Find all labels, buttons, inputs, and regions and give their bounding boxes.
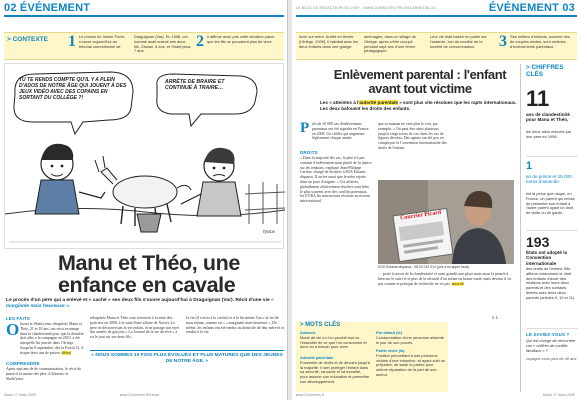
photo-caption: SOS Enfants disparus : 08 20 012 014 (prix d'un appel local). [378, 265, 470, 269]
big-number-1-text: an de prison et 15 000 euros d'amende [526, 174, 572, 185]
left-col3-text: la vie (il a écrit à la crèche) et à la fin mérite l'un « la vie de mon enfant, comme on » « marginale mais heureuse ». De même, les enfants ont été rendus au domicile de leur mère et et rendus à la vie. [186, 316, 284, 335]
big-number-11-text: ans de clandestinité pour Manu et Théo, [526, 112, 570, 123]
speech-bubble-right: ARRÊTE DE BRAIRE ET CONTINUE À TRAIRE… [165, 79, 225, 92]
left-col1-text [20, 322, 84, 356]
right-body4-highlight: autorité [451, 281, 464, 286]
article-signature: S. L. [492, 316, 500, 320]
left-page [0, 0, 288, 400]
right-footer-date: Mardi 17 mars 2009 [543, 393, 575, 397]
pull-quote-box [90, 350, 284, 365]
context-text-3: Il affirme avoir pris cette décision parce que les fils ne pouvaient plus de vivre [207, 34, 275, 44]
newspaper-title: Courrier Picard [399, 209, 442, 222]
mots-cles-label: > MOTS CLÉS [300, 322, 341, 328]
left-footer-url: www.20minutes.fr/france [120, 393, 160, 397]
left-col2-text: rebaptisés Manu et Théo sont retrouvés à la suite des policiers en 2008, à la suite d'une affaire de Xavier. Le père ne découvre pas la vie enfant, et ne partage son rejet des années de garçons « Le Journal de la vie du rêve » a vu le jour sur ses deux fils. [90, 316, 180, 340]
faits-label: LES FAITS [6, 316, 30, 321]
right-body1: rès de 10 000 cas d'enlèvements parentaux ont été signalés en France en 2008. Un chiffre qui augmente légèrement chaque année. [312, 122, 369, 141]
left-headline: Manu et Théo, une enfance en cavale [58, 251, 240, 297]
mot-3 [376, 331, 446, 345]
mot-1-term: Autarcie [300, 330, 316, 335]
right-page-header [489, 2, 575, 14]
right-chapeau [320, 100, 518, 111]
droits-label: DROITS [300, 150, 318, 155]
right-context-text-1: lever sur mère. Arrêté en février (l'Ariège, 2009), il habitait avec les deux enfants dans une grange [299, 34, 359, 49]
left-footer-date: Mardi 17 mars 2009 [4, 393, 36, 397]
saviez-vous-hint: voyagez-vous plus de 40 ans [526, 356, 577, 361]
mot-4-def: Position permettant à une personne victime d'une infraction, et ayant subi un préjudice, de saisir la justice pour obtenir réparation de la part de son auteur. [376, 352, 446, 377]
chiffres-divider-3 [526, 328, 578, 329]
big-number-1-sub: est la peine que risque, en France, un parent qui refuse de présenter son enfant à l'autre parent ayant un droit de visite ou de garde. [526, 191, 575, 216]
context-number-2: 2 [196, 33, 204, 50]
big-number-193: 193 [526, 234, 550, 250]
right-body4 [378, 272, 514, 286]
big-number-193-sub: des droits de l'enfant. Elle affirme notamment le droit des enfants d'avoir des relations avec leurs deux parents et des contacts directs avec leurs deux parents (articles 9, 10 et 11). [526, 266, 576, 300]
big-number-193-text: États ont adopté la Convention internationale [526, 250, 568, 266]
left-header-rule [4, 15, 284, 17]
left-page-header [4, 2, 90, 14]
right-chapeau-pre: Les « atteintes à l' [320, 100, 360, 105]
right-body4-text: … porté à savoir de la clandestinité et avait grandit une place mais aussi la pensée à bien sur le suivi et le plus de la sécurité d'un enfant en bonne santé, mais devenu il vit pas comme et pratique de recherche ne vit pas. [378, 272, 512, 286]
right-context-text-3 [430, 35, 494, 49]
right-section-title: ÉVÉNEMENT [488, 2, 560, 14]
big-number-11: 11 [526, 86, 550, 111]
right-body3: que sa maman ne veut plus le voir, par exemple. » On peut être ainsi plusieurs jusqu'à vingt sortes de cas, dans les cas de figures décrites. Des agents ont été pris en compte par la Convention internationale des droits de l'enfant. [378, 122, 447, 150]
chiffres-cles-sidebar [520, 64, 577, 392]
right-context-box [296, 32, 577, 60]
mot-3-suffix: (lé) [396, 330, 402, 335]
context-number-1: 1 [68, 33, 76, 50]
left-col1-body: kwari et Shahi'yena, rebaptisés Manu et Théo, 21 et 18 ans, ont vécu en marge dans la clandestinité pour que la dernière doit aller a la campagne en 2010, a été interpellé fin janvier dans l'Ariège. Jusqu'au 9 septembre, des la Fortin 31, il risque deux ans de prison. [20, 322, 84, 355]
left-folio: 02 [4, 2, 17, 14]
context-text-1: Le procès de Xavier Fortin s'ouvre aujourd'hui au tribunal correctionnel de [79, 34, 125, 49]
mot-3-term: Par défaut [376, 330, 396, 335]
chiffres-divider-1 [526, 156, 578, 157]
mot-2-def: Ensemble de droits et de devoirs jusqu'à la majorité. Il sert protéger l'enfant dans sa sécurité, sa santé et sa moralité, pour assurer son éducation et permettre son développement. [300, 359, 370, 384]
article-photo [378, 180, 514, 264]
right-header-rule [296, 15, 577, 17]
big-number-11-sub: les deux ados enlevés par leur père en 1998. [526, 129, 572, 139]
right-footer-url: www.20minutes.fr [296, 393, 325, 397]
mot-1-def: Mode de vie où l'on produit tout ce l'essentiel de ce que l'on consomme et donc on a besoin pour vivre. [300, 334, 367, 350]
mot-2 [300, 356, 370, 385]
mot-3-def: Condamnation d'une personne absente le jour de son procès. [376, 334, 445, 345]
left-col1-highlight: défaut [61, 350, 72, 355]
mot-4-term: Partie civile [376, 348, 398, 353]
mot-4 [376, 349, 446, 378]
left-context-box [4, 32, 284, 60]
right-context-text-4: Ses milliers d'enfants, souvent nés de couples mixtes, sont victimes d'enlèvements parentaux. [510, 34, 570, 49]
right-chapeau-post: » sont plus vite résolues que les rapts internationaux. Les deux bafouent les droits des enfants. [320, 100, 517, 111]
left-chapeau-quote: « marginale mais heureuse ». [6, 298, 274, 309]
saviez-vous-text: Qui est chargé de rencontrer ces « chiffres de conflits familiaux » ? [526, 338, 576, 353]
right-context-text-3-body: Leur vie était basée en partie sur l'autarcie, loin du modèle de la société de consommation. [430, 34, 487, 49]
pull-quote: « NOUS SOMMES 10 FOIS PLUS ÉVOLUÉS ET PLUS MATURES QUE DES JEUNES DE NOTRE ÂGE. » [91, 353, 283, 364]
speech-bubble-left: TU TE RENDS COMPTE QU'IL Y A PLEIN D'ADOS DE NOTRE ÂGE QUI JOUENT À DES JEUX VIDÉO AVEC DES COPAINS EN SORTANT DU COLLÈGE ?! [19, 77, 127, 101]
blog-strip: LE BLOG DU RÉDACTEUR EN CHEF - WWW.20MINUTES.FR/LESCARNET/BLOG [296, 6, 437, 10]
left-dropcap: O [6, 320, 20, 339]
mot-1 [300, 331, 370, 350]
mot-4-suffix: (la) [398, 348, 405, 353]
right-dropcap: P [300, 120, 310, 136]
mot-2-term: Autorité parentale [300, 355, 334, 360]
left-chapeau [6, 298, 284, 310]
left-col1b-text: Après sept ans de de communication, le récit du passé et la nature des père «Clément» et Shahi'yena [6, 367, 81, 381]
chiffres-cles-label: > CHIFFRES CLÉS [526, 64, 564, 78]
big-number-1: 1 [526, 160, 533, 172]
right-context-text-2: aménagée, dans un village de l'Ariège, après s'être occupé pendant sept ans d'une ferme pédagogique. [364, 34, 416, 54]
context-text-2: Draguignan (Var). En 1998, cet homme avait enlevé ses deux fils, Okwari, 8 ans, et Shahi'yena, 7 ans. [134, 34, 192, 54]
comprendre-label: COMPRENDRE [6, 361, 40, 366]
right-folio: 03 [562, 2, 575, 14]
right-headline: Enlèvement parental : l'enfant avant tout victime [333, 67, 507, 96]
right-page [292, 0, 581, 400]
context-label: > CONTEXTE [7, 36, 48, 43]
right-body2: « Dans la majorité des cas, le père n'a pas commis d'enlèvement mais plutôt de la justice sur les tensions, explique Jean-Philippe Cardon, chargé de dossiers à SOS Enfants disparus. Il arrive aussi que le mère rejette dans un pays d'origine. » Ces affaires, globalement relativement résolues sont liées le plus souvent avec des conflits parentaux, les EVRA les instructions résolues au niveau intra-national. [300, 156, 372, 204]
right-chapeau-highlight: autorité parentale [359, 100, 398, 105]
cartoon-signature: Tyclus [262, 229, 275, 234]
left-section-title: ÉVÉNEMENT [19, 2, 91, 14]
right-context-number-3: 3 [499, 33, 507, 50]
chiffres-divider-2 [526, 230, 578, 231]
saviez-vous-label: LE SAVIEZ-VOUS ? [526, 332, 570, 337]
left-chapeau-text: Le procès d'un père qui a enlevé et « caché » ses deux fils s'ouvre aujourd'hui à Draguignan (Var). Récit d'une vie [6, 298, 272, 303]
photo-drawing [378, 180, 514, 264]
cartoon-illustration [4, 63, 284, 249]
